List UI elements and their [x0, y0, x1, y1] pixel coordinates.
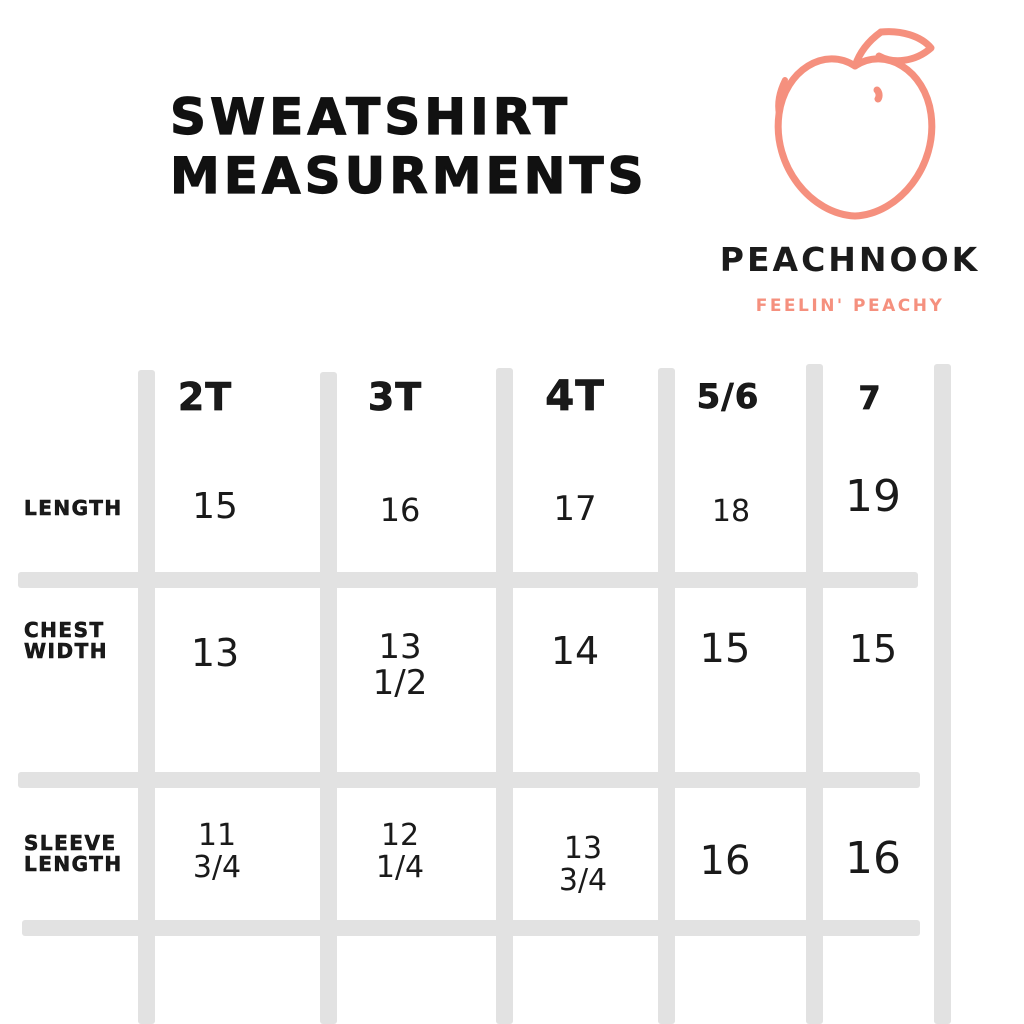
row-header-1-line-1: CHEST: [24, 618, 105, 642]
cell-1-3: 15: [699, 626, 751, 672]
cell-2-3: 16: [699, 838, 751, 884]
row-header-1-line-2: WIDTH: [24, 639, 108, 663]
cell-2-0-fraction: 3/4: [192, 849, 242, 885]
cell-2-2-fraction: 3/4: [558, 862, 608, 898]
cell-1-4: 15: [848, 627, 898, 671]
grid-vertical-6: [934, 364, 951, 1024]
cell-1-2: 14: [550, 629, 600, 673]
column-header-2: 4T: [545, 371, 605, 420]
grid-horizontal-3: [22, 920, 920, 936]
cell-0-0: 15: [192, 486, 238, 527]
cell-0-2: 17: [553, 489, 597, 529]
cell-2-4: 16: [845, 833, 901, 884]
column-header-0: 2T: [177, 375, 233, 419]
cell-2-0: [162, 820, 272, 883]
cell-1-1-fraction: 1/2: [372, 662, 428, 703]
page-title-line-2: MEASURMENTS: [170, 147, 648, 205]
grid-horizontal-1: [18, 572, 918, 588]
page-title-line-1: SWEATSHIRT: [170, 88, 572, 146]
cell-1-0: 13: [190, 631, 240, 675]
row-header-2: [24, 833, 164, 875]
grid-horizontal-2: [18, 772, 920, 788]
row-header-0-line-1: LENGTH: [24, 496, 123, 520]
cell-0-3: 18: [711, 494, 751, 529]
row-header-1: [24, 620, 154, 662]
column-header-1: 3T: [367, 375, 423, 419]
cell-0-4: 19: [845, 471, 901, 522]
column-header-3: 5/6: [696, 377, 760, 417]
cell-2-0-whole: 11: [197, 818, 237, 853]
row-header-2-line-1: SLEEVE: [24, 831, 117, 855]
brand-tagline: FEELIN' PEACHY: [755, 296, 945, 316]
cell-2-1-whole: 12: [380, 818, 420, 853]
cell-2-2: [528, 833, 638, 896]
row-header-2-line-2: LENGTH: [24, 852, 123, 876]
row-header-0: [24, 498, 144, 519]
column-header-4: 7: [858, 379, 882, 417]
brand-name: PEACHNOOK: [719, 240, 981, 279]
cell-2-2-whole: 13: [563, 831, 603, 866]
cell-1-1: [345, 627, 455, 703]
cell-2-1-fraction: 1/4: [375, 849, 425, 885]
cell-1-1-whole: 13: [378, 627, 422, 667]
cell-2-1: [345, 820, 455, 883]
cell-0-1: 16: [379, 491, 421, 529]
